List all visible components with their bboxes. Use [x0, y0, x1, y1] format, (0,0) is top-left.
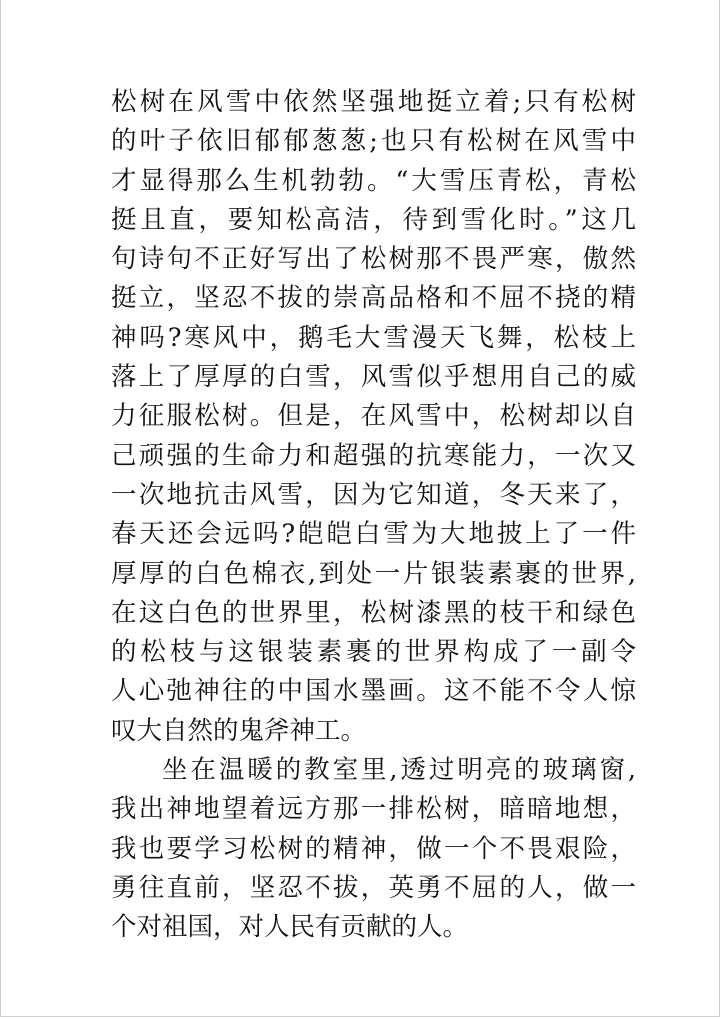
text-line: 神吗?寒风中，鹅毛大雪漫天飞舞，松枝上	[111, 322, 636, 353]
text-line: 己顽强的生命力和超强的抗寒能力，一次又	[111, 440, 636, 471]
text-line: 挺且直，要知松高洁，待到雪化时。”这几	[111, 204, 636, 235]
text-line: 挺立，坚忍不拔的崇高品格和不屈不挠的精	[111, 283, 636, 314]
text-line: 个对祖国，对人民有贡献的人。	[111, 912, 469, 943]
text-line: 厚厚的白色棉衣,到处一片银装素裹的世界,	[111, 558, 636, 589]
text-line: 落上了厚厚的白雪，风雪似乎想用自己的威	[111, 362, 636, 393]
text-line: 才显得那么生机勃勃。“大雪压青松，青松	[111, 165, 636, 196]
text-line: 我出神地望着远方那一排松树，暗暗地想，	[111, 794, 636, 825]
text-line: 力征服松树。但是，在风雪中，松树却以自	[111, 401, 636, 432]
text-line: 松树在风雪中依然坚强地挺立着;只有松树	[111, 87, 636, 117]
text-line: 春天还会远吗?皑皑白雪为大地披上了一件	[111, 519, 636, 550]
text-line: 句诗句不正好写出了松树那不畏严寒，傲然	[111, 244, 636, 275]
essay-body	[111, 83, 636, 948]
text-line: 坐在温暖的教室里,透过明亮的玻璃窗,	[162, 755, 636, 786]
paragraph-1	[111, 83, 636, 751]
text-line: 人心弛神往的中国水墨画。这不能不令人惊	[111, 676, 636, 707]
text-line: 在这白色的世界里，松树漆黑的枝干和绿色	[111, 597, 636, 628]
text-line: 勇往直前，坚忍不拔，英勇不屈的人，做一	[111, 872, 636, 903]
paragraph-2	[111, 751, 636, 947]
text-line: 一次地抗击风雪，因为它知道，冬天来了，	[111, 479, 636, 510]
text-line: 的松枝与这银装素裹的世界构成了一副令	[111, 637, 636, 668]
text-line: 叹大自然的鬼斧神工。	[111, 715, 367, 746]
text-line: 我也要学习松树的精神，做一个不畏艰险，	[111, 833, 636, 864]
text-line: 的叶子依旧郁郁葱葱;也只有松树在风雪中	[111, 126, 636, 157]
